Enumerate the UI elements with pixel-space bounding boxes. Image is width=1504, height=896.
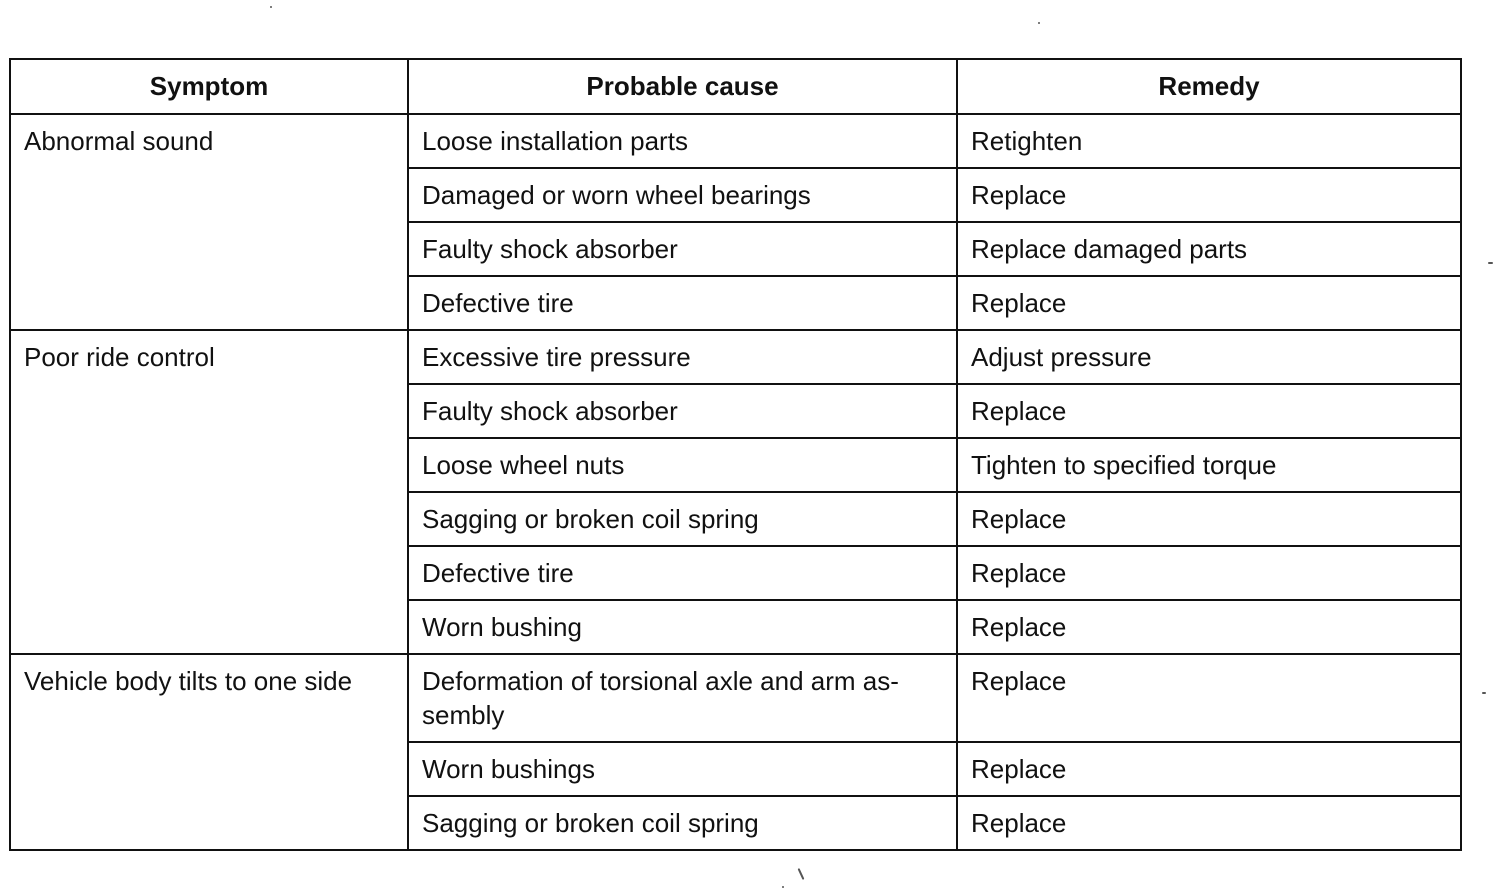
cause-cell: Defective tire — [408, 276, 957, 330]
scan-speck — [1482, 692, 1486, 694]
table-row — [10, 330, 1461, 384]
remedy-cell: Replace — [957, 654, 1461, 742]
scan-speck — [782, 886, 784, 888]
cause-cell: Faulty shock absorber — [408, 384, 957, 438]
cause-cell: Faulty shock absorber — [408, 222, 957, 276]
cause-cell: Defective tire — [408, 546, 957, 600]
scan-speck — [1038, 22, 1040, 24]
table-row — [10, 114, 1461, 168]
remedy-cell: Tighten to specified torque — [957, 438, 1461, 492]
remedy-cell: Replace — [957, 546, 1461, 600]
cause-cell: Sagging or broken coil spring — [408, 492, 957, 546]
remedy-cell: Replace — [957, 492, 1461, 546]
cause-cell: Damaged or worn wheel bearings — [408, 168, 957, 222]
cause-cell: Loose wheel nuts — [408, 438, 957, 492]
header-probable-cause: Probable cause — [408, 59, 957, 114]
remedy-cell: Adjust pressure — [957, 330, 1461, 384]
symptom-cell: Vehicle body tilts to one side — [10, 654, 408, 850]
header-remedy: Remedy — [957, 59, 1461, 114]
remedy-cell: Replace — [957, 796, 1461, 850]
header-symptom: Symptom — [10, 59, 408, 114]
symptom-cell: Abnormal sound — [10, 114, 408, 330]
scan-speck — [798, 868, 805, 880]
scan-speck — [1488, 262, 1493, 264]
remedy-cell: Replace — [957, 600, 1461, 654]
cause-cell: Deformation of torsional axle and arm as-sembly — [408, 654, 957, 742]
remedy-cell: Replace — [957, 276, 1461, 330]
cause-cell: Worn bushing — [408, 600, 957, 654]
scan-speck — [270, 6, 272, 8]
cause-cell: Sagging or broken coil spring — [408, 796, 957, 850]
remedy-cell: Replace — [957, 168, 1461, 222]
cause-cell: Worn bushings — [408, 742, 957, 796]
remedy-cell: Replace damaged parts — [957, 222, 1461, 276]
remedy-cell: Retighten — [957, 114, 1461, 168]
cause-cell: Loose installation parts — [408, 114, 957, 168]
cause-cell: Excessive tire pressure — [408, 330, 957, 384]
remedy-cell: Replace — [957, 384, 1461, 438]
header-row — [10, 59, 1461, 114]
remedy-cell: Replace — [957, 742, 1461, 796]
troubleshooting-table — [9, 58, 1462, 851]
table-row — [10, 654, 1461, 742]
symptom-cell: Poor ride control — [10, 330, 408, 654]
